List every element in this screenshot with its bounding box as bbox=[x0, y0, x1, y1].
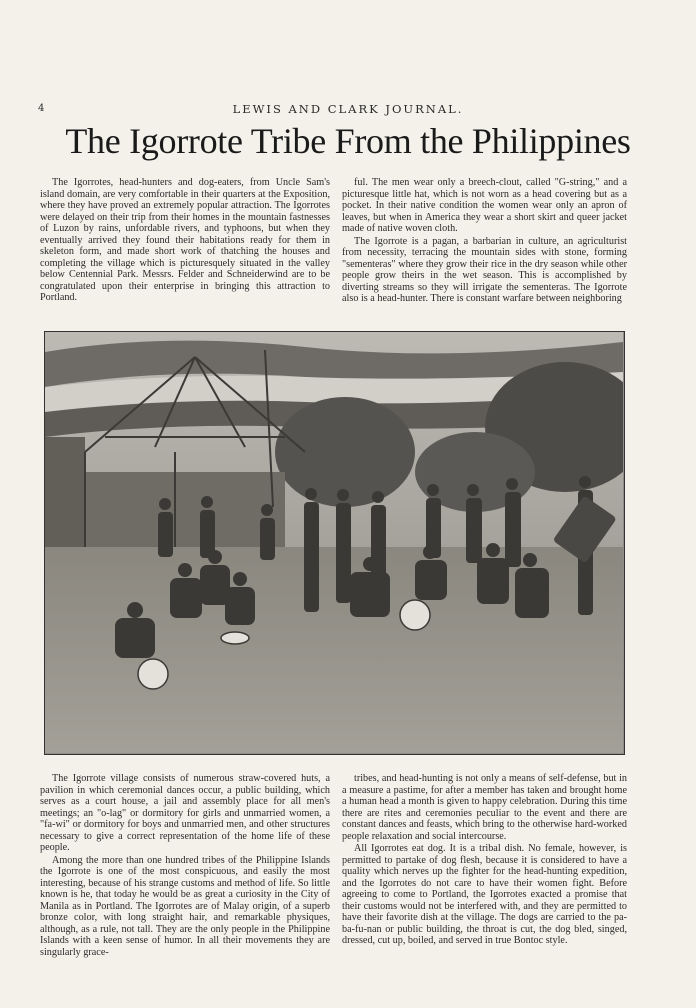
column-top-right bbox=[342, 177, 627, 305]
paragraph: Among the more than one hundred tribes of the Philippine Islands the Igorrote is one of the most conspicuous, and easily the most interesting, because of his strange customs and method of life. So little known is he, that today he would be as great a curiosity in the City of Manila as in Portland. The Igorrotes are of Malay origin, of a superb bronze color, with long straight hair, and remarkable physiques, although, as a rule, not tall. They are the only people in the Philippine Islands with a keen sense of humor. In all their movements they are singularly grace- bbox=[40, 854, 330, 958]
paragraph: ful. The men wear only a breech-clout, called "G-string," and a picturesque little hat, which is not worn as a head covering but as a pocket. In their native condition the women wear only an apron of leaves, but when in America they wear a short skirt and queer jacket made of native woven cloth. bbox=[342, 177, 627, 234]
column-bottom-left bbox=[40, 773, 330, 958]
paragraph: The Igorrote is a pagan, a barbarian in culture, an agriculturist from necessity, terracing the mountain sides with stone, forming "sementeras" where they grow their rice in the dry season while other people grow theirs in the wet season. This is accomplished by diverting streams so they will irrigate the sementeras. The Igorrote also is a head-hunter. There is constant warfare between neighboring bbox=[342, 235, 627, 304]
paragraph: tribes, and head-hunting is not only a means of self-defense, but in a measure a pastime, for after a member has taken and brought home a human head a month is given to happy celebration. During this time there are rites and ceremonies peculiar to the event and there are constant dances and feasts, which bring to the otherwise hard-worked people relaxation and social intercourse. bbox=[342, 773, 627, 842]
paragraph: The Igorrotes, head-hunters and dog-eaters, from Uncle Sam's island domain, are very comfortable in their quarters at the Exposition, where they have proved an extremely popular attraction. The Igorrotes were delayed on their trip from their homes in the mountain fastnesses of Luzon by rains, unfordable rivers, and typhoons, but when they eventually arrived they found their habitations ready for them in skeleton form, and made short work of thatching the houses and completing the village which is picturesquely situated in the valley below Centennial Park. Messrs. Felder and Schneiderwind are to be congratulated upon their enterprise in bringing this attraction to Portland. bbox=[40, 177, 330, 303]
page-number: 4 bbox=[38, 103, 45, 114]
paragraph: The Igorrote village consists of numerous straw-covered huts, a pavilion in which ceremonial dances occur, a public building, which serves as a court house, a jail and assembly place for all men's meetings; an "o-lag" or dormitory for girls and unmarried women, a "fa-wi" or dormitory for boys and unmarried men, and other structures necessary to give a correct representation of the home life of these people. bbox=[40, 773, 330, 853]
paragraph: All Igorrotes eat dog. It is a tribal dish. No female, however, is permitted to partake of dog flesh, because it is considered to have a quality which nerves up the fighter for the head-hunting expedition, and the Igorrotes do not care to have their women fight. Before agreeing to come to Portland, the Igorrotes exacted a promise that their customs would not be interfered with, and they are permitted to have their favorite dish at the village. The dogs are carried to the pa-ba-fu-nan or public building, the throat is cut, the dog bled, singed, dressed, cut up, boiled, and served in true Bontoc style. bbox=[342, 843, 627, 946]
column-bottom-right bbox=[342, 773, 627, 947]
running-head: LEWIS AND CLARK JOURNAL. bbox=[232, 102, 464, 116]
tribe-photograph bbox=[44, 331, 625, 755]
column-top-left bbox=[40, 177, 330, 304]
article-title: The Igorrote Tribe From the Philippines bbox=[65, 121, 631, 161]
